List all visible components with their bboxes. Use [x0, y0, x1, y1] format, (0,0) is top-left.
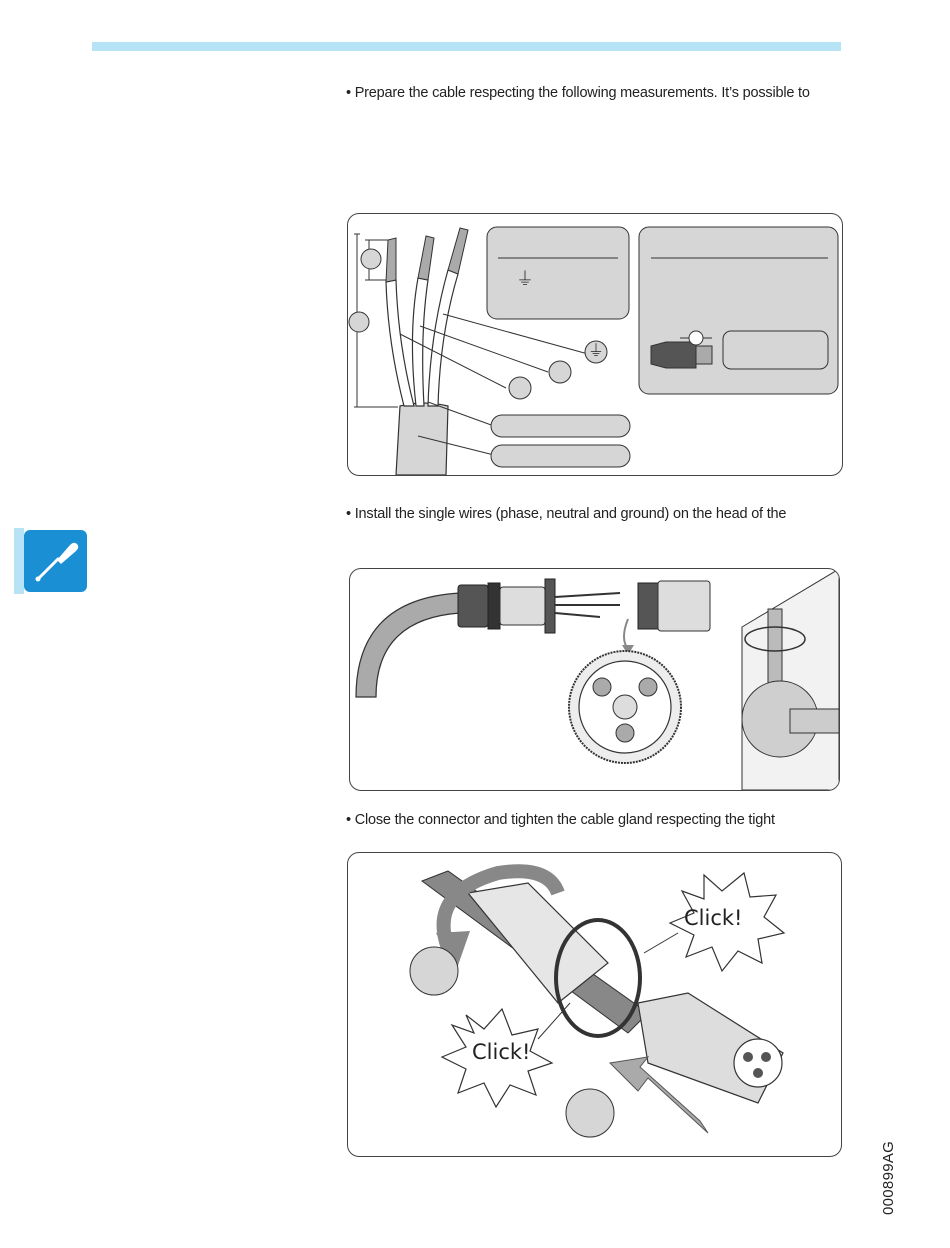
header-accent-bar — [92, 42, 841, 51]
side-accent-strip — [14, 528, 24, 594]
ground-icon: ⏚ — [516, 269, 534, 289]
paragraph-install-wires: • Install the single wires (phase, neutral and ground) on the head of the — [346, 506, 787, 522]
screwdriver-icon — [24, 530, 87, 592]
paragraph-prepare-cable: • Prepare the cable respecting the following measurements. It’s possible to — [346, 85, 810, 101]
figure-wire-installation — [349, 568, 840, 791]
document-code: 000899AG — [880, 1140, 897, 1215]
paragraph-close-connector: • Close the connector and tighten the cable gland respecting the tight — [346, 812, 775, 828]
click-label-bottom: Click! — [472, 1040, 531, 1064]
figure-cable-preparation — [347, 213, 843, 476]
ground-icon: ⏚ — [588, 343, 605, 360]
figure-connector-close — [347, 852, 842, 1157]
click-label-top: Click! — [684, 906, 743, 930]
